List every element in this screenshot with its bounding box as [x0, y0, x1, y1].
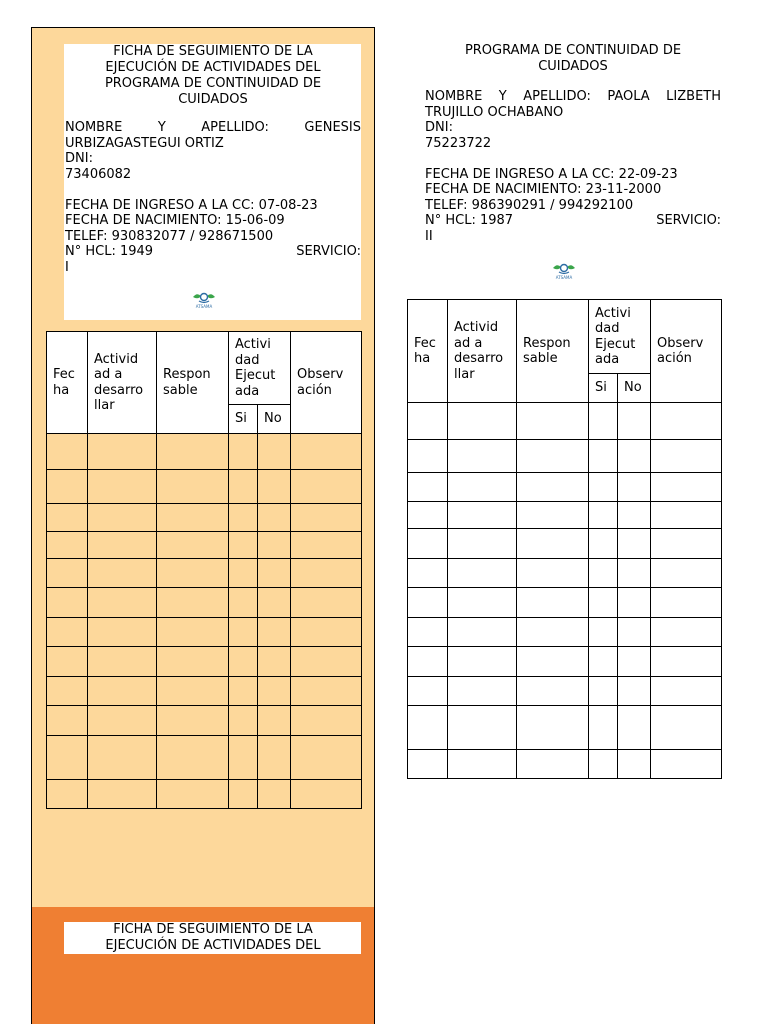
table-cell[interactable] [651, 440, 722, 473]
table-cell[interactable] [88, 780, 157, 809]
table-cell[interactable] [88, 618, 157, 647]
col-si-header: Si [229, 405, 258, 434]
table-cell[interactable] [618, 677, 651, 706]
table-cell[interactable] [408, 473, 448, 502]
table-cell[interactable] [229, 706, 258, 736]
table-cell[interactable] [651, 677, 722, 706]
table-cell[interactable] [408, 647, 448, 677]
table-cell[interactable] [258, 780, 291, 809]
table-cell[interactable] [589, 647, 618, 677]
table-row [47, 618, 362, 647]
table-cell[interactable] [291, 434, 362, 470]
table-cell[interactable] [517, 647, 589, 677]
table-cell[interactable] [229, 736, 258, 780]
table-cell[interactable] [291, 559, 362, 588]
left-dni-value: 73406082 [65, 166, 132, 182]
bottom-card-header [64, 922, 361, 954]
left-servicio-value: I [65, 259, 69, 275]
table-cell[interactable] [448, 588, 517, 618]
left-card-header [64, 44, 361, 320]
table-cell[interactable] [157, 559, 229, 588]
table-cell[interactable] [47, 559, 88, 588]
table-cell[interactable] [408, 677, 448, 706]
table-row [47, 706, 362, 736]
table-cell[interactable] [589, 440, 618, 473]
table-cell[interactable] [88, 470, 157, 504]
table-row [408, 529, 722, 559]
table-cell[interactable] [229, 470, 258, 504]
left-nombre-cont: URBIZAGASTEGUI ORTIZ [65, 135, 224, 151]
table-cell[interactable] [651, 588, 722, 618]
table-cell[interactable] [517, 588, 589, 618]
table-cell[interactable] [408, 502, 448, 529]
table-cell[interactable] [47, 647, 88, 677]
table-cell[interactable] [589, 706, 618, 750]
table-row [47, 434, 362, 470]
table-cell[interactable] [291, 504, 362, 532]
table-cell[interactable] [448, 529, 517, 559]
table-cell[interactable] [589, 750, 618, 779]
table-cell[interactable] [408, 618, 448, 647]
table-cell[interactable] [651, 403, 722, 440]
table-row [408, 750, 722, 779]
col-fecha-header: Fec ha [47, 332, 88, 434]
table-row [408, 706, 722, 750]
table-cell[interactable] [291, 588, 362, 618]
left-fecha-nacimiento: FECHA DE NACIMIENTO: 15-06-09 [65, 213, 285, 228]
table-cell[interactable] [618, 403, 651, 440]
table-cell[interactable] [517, 706, 589, 750]
table-cell[interactable] [517, 618, 589, 647]
table-cell[interactable] [88, 588, 157, 618]
table-cell[interactable] [448, 618, 517, 647]
table-cell[interactable] [448, 473, 517, 502]
table-row [408, 502, 722, 529]
table-cell[interactable] [408, 559, 448, 588]
table-cell[interactable] [229, 647, 258, 677]
table-cell[interactable] [651, 473, 722, 502]
table-row [47, 677, 362, 706]
table-cell[interactable] [408, 529, 448, 559]
table-cell[interactable] [291, 780, 362, 809]
table-cell[interactable] [448, 750, 517, 779]
table-cell[interactable] [258, 559, 291, 588]
table-cell[interactable] [88, 434, 157, 470]
table-cell[interactable] [618, 440, 651, 473]
table-row [408, 440, 722, 473]
col-actividad-header: Activid ad a desarro llar [88, 332, 157, 434]
table-cell[interactable] [229, 677, 258, 706]
table-row [47, 736, 362, 780]
table-cell[interactable] [589, 588, 618, 618]
right-servicio-value: II [425, 228, 433, 244]
table-row [47, 532, 362, 559]
table-cell[interactable] [229, 532, 258, 559]
table-cell[interactable] [291, 706, 362, 736]
table-row [47, 647, 362, 677]
table-row [47, 559, 362, 588]
atsama-logo-text: ATSAMA [555, 275, 573, 280]
table-cell[interactable] [88, 736, 157, 780]
table-cell[interactable] [157, 532, 229, 559]
table-cell[interactable] [618, 647, 651, 677]
table-cell[interactable] [589, 677, 618, 706]
table-cell[interactable] [651, 529, 722, 559]
table-cell[interactable] [651, 559, 722, 588]
table-row [408, 403, 722, 440]
table-cell[interactable] [589, 559, 618, 588]
right-fecha-ingreso: FECHA DE INGRESO A LA CC: 22-09-23 [425, 166, 678, 182]
table-cell[interactable] [408, 440, 448, 473]
table-cell[interactable] [157, 736, 229, 780]
table-cell[interactable] [618, 502, 651, 529]
table-cell[interactable] [651, 706, 722, 750]
table-cell[interactable] [258, 504, 291, 532]
table-cell[interactable] [618, 473, 651, 502]
table-cell[interactable] [589, 473, 618, 502]
table-cell[interactable] [651, 647, 722, 677]
table-cell[interactable] [618, 750, 651, 779]
table-cell[interactable] [589, 529, 618, 559]
right-activity-table [407, 299, 722, 779]
table-cell[interactable] [448, 706, 517, 750]
col-responsable-header: Respon sable [157, 332, 229, 434]
table-cell[interactable] [229, 504, 258, 532]
table-cell[interactable] [651, 750, 722, 779]
table-cell[interactable] [517, 473, 589, 502]
table-cell[interactable] [88, 706, 157, 736]
table-cell[interactable] [408, 588, 448, 618]
table-cell[interactable] [88, 504, 157, 532]
table-cell[interactable] [258, 677, 291, 706]
table-cell[interactable] [157, 647, 229, 677]
col-fecha-header: Fec ha [408, 300, 448, 403]
table-cell[interactable] [291, 677, 362, 706]
table-cell[interactable] [618, 706, 651, 750]
atsama-logo-icon [551, 262, 577, 280]
left-telef: TELEF: 930832077 / 928671500 [65, 228, 274, 244]
table-row [47, 588, 362, 618]
table-cell[interactable] [517, 559, 589, 588]
col-observacion-header: Observ ación [291, 332, 362, 434]
right-dni-label: DNI: [425, 120, 453, 135]
table-row [408, 588, 722, 618]
col-no-header: No [258, 405, 291, 434]
table-cell[interactable] [88, 647, 157, 677]
table-cell[interactable] [408, 403, 448, 440]
table-cell[interactable] [517, 403, 589, 440]
table-cell[interactable] [517, 677, 589, 706]
table-cell[interactable] [448, 403, 517, 440]
table-cell[interactable] [258, 647, 291, 677]
table-cell[interactable] [291, 736, 362, 780]
table-cell[interactable] [618, 559, 651, 588]
left-servicio-label: SERVICIO: [296, 244, 361, 259]
table-cell[interactable] [448, 647, 517, 677]
col-responsable-header: Respon sable [517, 300, 589, 403]
table-cell[interactable] [291, 618, 362, 647]
table-cell[interactable] [291, 647, 362, 677]
col-ejecutada-header: Activi dad Ejecut ada [589, 300, 651, 374]
table-cell[interactable] [618, 588, 651, 618]
table-cell[interactable] [258, 470, 291, 504]
table-cell[interactable] [589, 403, 618, 440]
table-cell[interactable] [157, 780, 229, 809]
table-cell[interactable] [88, 677, 157, 706]
left-card-title: FICHA DE SEGUIMIENTO DE LA EJECUCIÓN DE ACTIVIDADES DEL PROGRAMA DE CONTINUIDAD DE CUIDADOS [104, 44, 322, 107]
table-cell[interactable] [517, 750, 589, 779]
col-ejecutada-header: Activi dad Ejecut ada [229, 332, 291, 405]
table-cell[interactable] [47, 706, 88, 736]
table-cell[interactable] [448, 502, 517, 529]
table-row [408, 618, 722, 647]
left-hcl: N° HCL: 1949 [65, 244, 154, 259]
table-cell[interactable] [291, 470, 362, 504]
table-cell[interactable] [589, 502, 618, 529]
table-cell[interactable] [448, 440, 517, 473]
table-cell[interactable] [157, 470, 229, 504]
right-dni-value: 75223722 [425, 135, 492, 151]
table-cell[interactable] [651, 618, 722, 647]
atsama-logo-text: ATSAMA [195, 304, 213, 309]
table-cell[interactable] [651, 502, 722, 529]
right-nombre-cont: TRUJILLO OCHABANO [425, 104, 564, 120]
table-cell[interactable] [229, 588, 258, 618]
table-cell[interactable] [157, 588, 229, 618]
col-observacion-header: Observ ación [651, 300, 722, 403]
table-cell[interactable] [408, 706, 448, 750]
table-cell[interactable] [517, 440, 589, 473]
table-row [47, 504, 362, 532]
table-cell[interactable] [157, 434, 229, 470]
left-fecha-ingreso: FECHA DE INGRESO A LA CC: 07-08-23 [65, 197, 318, 213]
right-card [424, 43, 721, 283]
table-cell[interactable] [47, 434, 88, 470]
table-cell[interactable] [47, 736, 88, 780]
table-row [47, 780, 362, 809]
table-cell[interactable] [157, 618, 229, 647]
col-no-header: No [618, 374, 651, 403]
table-row [47, 470, 362, 504]
table-cell[interactable] [229, 618, 258, 647]
table-cell[interactable] [448, 677, 517, 706]
table-cell[interactable] [47, 780, 88, 809]
table-cell[interactable] [88, 532, 157, 559]
table-cell[interactable] [258, 434, 291, 470]
table-cell[interactable] [258, 736, 291, 780]
left-dni-label: DNI: [65, 151, 93, 166]
table-cell[interactable] [88, 559, 157, 588]
bottom-card-title: FICHA DE SEGUIMIENTO DE LA EJECUCIÓN DE ACTIVIDADES DEL [105, 922, 321, 953]
table-cell[interactable] [157, 677, 229, 706]
table-cell[interactable] [291, 532, 362, 559]
table-cell[interactable] [229, 434, 258, 470]
table-cell[interactable] [258, 618, 291, 647]
table-cell[interactable] [618, 529, 651, 559]
right-hcl: N° HCL: 1987 [425, 213, 514, 228]
table-cell[interactable] [517, 529, 589, 559]
table-cell[interactable] [258, 532, 291, 559]
table-cell[interactable] [448, 559, 517, 588]
right-card-title: PROGRAMA DE CONTINUIDAD DE CUIDADOS [464, 43, 682, 74]
table-row [408, 677, 722, 706]
left-activity-table [46, 331, 362, 809]
table-cell[interactable] [47, 504, 88, 532]
table-cell[interactable] [47, 618, 88, 647]
right-fecha-nacimiento: FECHA DE NACIMIENTO: 23-11-2000 [425, 182, 662, 197]
table-cell[interactable] [47, 677, 88, 706]
table-cell[interactable] [618, 618, 651, 647]
table-row [408, 559, 722, 588]
table-cell[interactable] [229, 780, 258, 809]
left-nombre: NOMBRE Y APELLIDO: GENESIS [65, 120, 361, 135]
table-row [408, 647, 722, 677]
table-cell[interactable] [258, 706, 291, 736]
right-nombre: NOMBRE Y APELLIDO: PAOLA LIZBETH [425, 89, 721, 104]
col-actividad-header: Activid ad a desarro llar [448, 300, 517, 403]
right-telef: TELEF: 986390291 / 994292100 [425, 197, 634, 213]
table-cell[interactable] [517, 502, 589, 529]
col-si-header: Si [589, 374, 618, 403]
right-servicio-label: SERVICIO: [656, 213, 721, 228]
table-cell[interactable] [47, 588, 88, 618]
table-row [408, 473, 722, 502]
table-cell[interactable] [258, 588, 291, 618]
atsama-logo-icon [191, 291, 217, 309]
table-cell[interactable] [157, 504, 229, 532]
table-cell[interactable] [408, 750, 448, 779]
table-cell[interactable] [229, 559, 258, 588]
table-cell[interactable] [47, 470, 88, 504]
table-cell[interactable] [157, 706, 229, 736]
table-cell[interactable] [589, 618, 618, 647]
table-cell[interactable] [47, 532, 88, 559]
